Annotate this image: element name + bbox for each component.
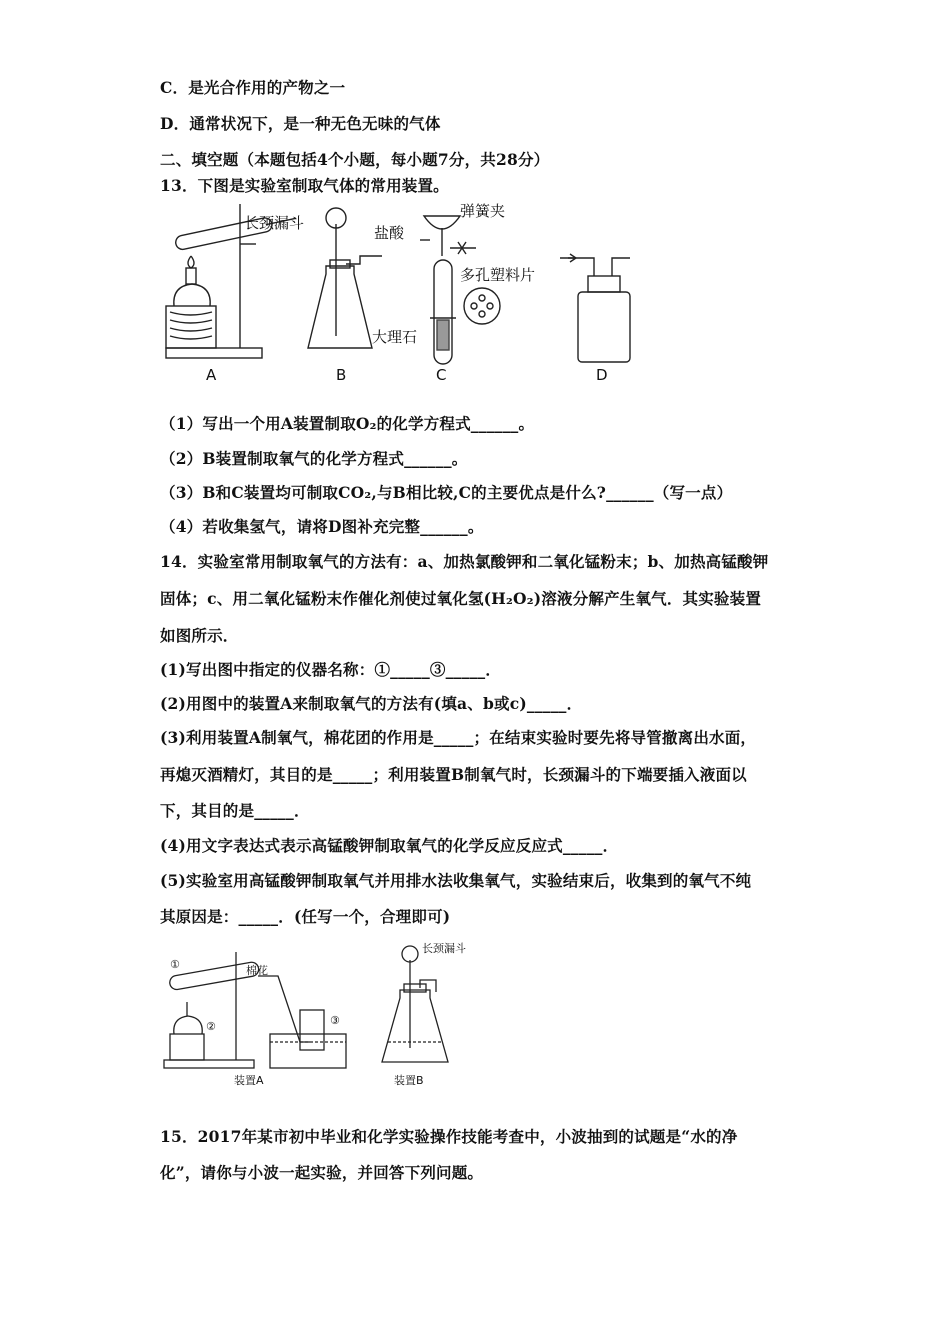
q14-part3-cont: 再熄灭酒精灯，其目的是_____；利用装置B制氧气时，长颈漏斗的下端要插入液面以 (160, 765, 747, 784)
c-funnel (424, 216, 460, 229)
q14-part2: (2)用图中的装置A来制取氧气的方法有(填a、b或c)_____． (160, 694, 583, 713)
delivery-tube (258, 976, 310, 1042)
flame (188, 256, 194, 268)
question-14-stem: 14．实验室常用制取氧气的方法有：a、加热氯酸钾和二氧化锰粉末；b、加热高锰酸钾 (160, 552, 769, 571)
mark-2: ② (206, 1020, 216, 1033)
gas-jar (300, 1010, 324, 1050)
alcohol-lamp (174, 284, 210, 306)
q13-part2: （2）B装置制取氧气的化学方程式______。 (160, 449, 468, 468)
label-d: D (596, 366, 608, 384)
label-a: A (206, 366, 217, 384)
plate-detail (464, 288, 500, 324)
mark-3: ③ (330, 1014, 340, 1027)
label-funnel-2: 长颈漏斗 (422, 942, 466, 955)
question-13-stem: 13．下图是实验室制取气体的常用装置。 (160, 176, 449, 195)
q14-part5: (5)实验室用高锰酸钾制取氧气并用排水法收集氧气，实验结束后，收集到的氧气不纯 (160, 871, 752, 890)
q14-part4: (4)用文字表达式表示高锰酸钾制取氧气的化学反应反应式_____． (160, 836, 619, 855)
label-apparatus-a: 装置A (234, 1074, 264, 1087)
figure-13-apparatus (160, 196, 660, 388)
question-14-stem-2: 固体；c、用二氧化锰粉末作催化剂使过氧化氢(H₂O₂)溶液分解产生氧气．其实验装置 (160, 589, 762, 608)
q13-part3: （3）B和C装置均可制取CO₂,与B相比较,C的主要优点是什么?______（写一点） (160, 483, 733, 502)
fig2-flask (382, 990, 448, 1062)
question-15-stem: 15．2017年某市初中毕业和化学实验操作技能考查中，小波抽到的试题是“水的净 (160, 1127, 738, 1146)
option-d: D．通常状况下，是一种无色无味的气体 (160, 114, 441, 133)
label-clamp: 弹簧夹 (460, 202, 506, 220)
q14-part3: (3)利用装置A制氧气，棉花团的作用是_____；在结束实验时要先将导管撤离出水面， (160, 728, 757, 747)
q14-part3-cont-2: 下，其目的是_____． (160, 801, 310, 820)
label-cotton: 棉花 (246, 964, 268, 977)
stand-base (166, 348, 262, 358)
option-c: C．是光合作用的产物之一 (160, 78, 346, 97)
label-marble: 大理石 (372, 328, 418, 346)
q14-part1: (1)写出图中指定的仪器名称：①_____③_____． (160, 660, 502, 679)
q14-part5-cont: 其原因是：_____．(任写一个，合理即可) (160, 907, 451, 926)
label-funnel: 长颈漏斗 (244, 214, 305, 232)
mark-1: ① (170, 958, 180, 971)
conical-flask (308, 266, 372, 348)
label-b: B (336, 366, 347, 384)
section-heading: 二、填空题（本题包括4个小题，每小题7分，共28分） (160, 150, 550, 169)
question-15-stem-2: 化”，请你与小波一起实验，并回答下列问题。 (160, 1163, 484, 1182)
label-apparatus-b: 装置B (394, 1074, 424, 1087)
q13-part1: （1）写出一个用A装置制取O₂的化学方程式______。 (160, 414, 535, 433)
figure-14-apparatus (160, 938, 480, 1090)
label-plate: 多孔塑料片 (460, 266, 536, 284)
label-c: C (436, 366, 447, 384)
label-acid: 盐酸 (374, 224, 405, 242)
q13-part4: （4）若收集氢气，请将D图补充完整______。 (160, 517, 484, 536)
gas-bottle (578, 292, 630, 362)
water-trough (270, 1034, 346, 1068)
question-14-stem-3: 如图所示． (160, 626, 239, 645)
